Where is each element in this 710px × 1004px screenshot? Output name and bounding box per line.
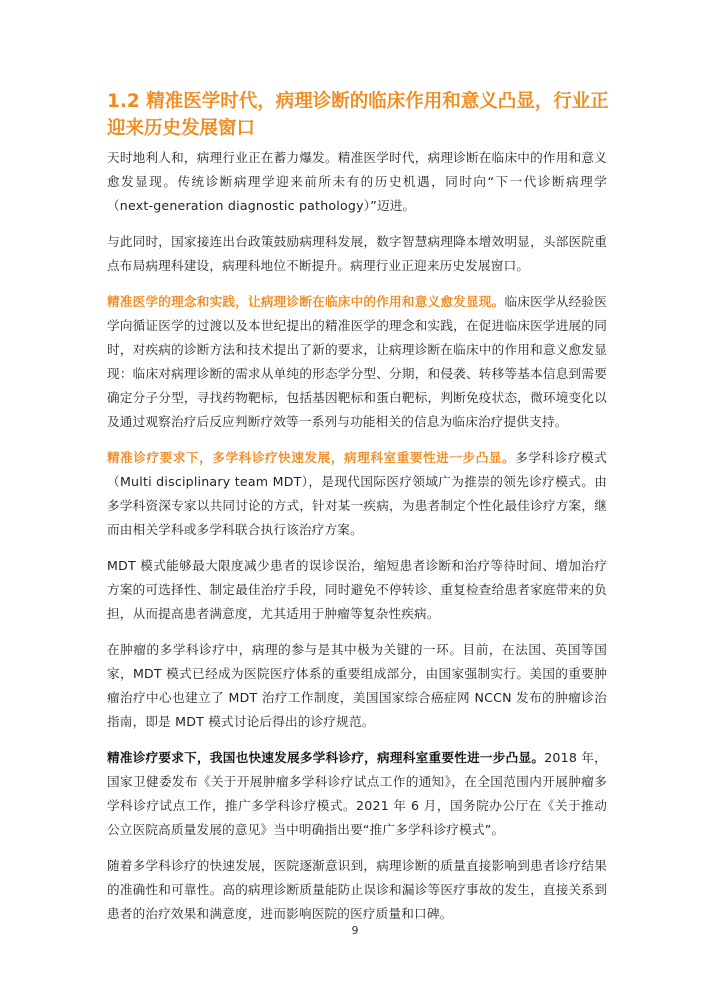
paragraph-4 [107, 446, 607, 542]
paragraph-1 [107, 146, 607, 218]
paragraph-7 [107, 746, 607, 842]
paragraph-2 [107, 230, 607, 278]
paragraph-5 [107, 554, 607, 626]
paragraph-text: 在肿瘤的多学科诊疗中，病理的参与是其中极为关键的一环。目前，在法国、英国等国家，MDT 模式已经成为医院医疗体系的重要组成部分，由国家强制实行。美国的重要肿瘤治疗中心也建立了 MDT 治疗工作制度，美国国家综合癌症网 NCCN 发布的肿瘤诊治指南，即是 MDT 模式讨论后得出的诊疗规范。 [107, 642, 607, 729]
paragraph-text: 2018 年，国家卫健委发布《关于开展肿瘤多学科诊疗试点工作的通知》，在全国范围内开展肿瘤多学科诊疗试点工作，推广多学科诊疗模式。2021 年 6 月，国务院办公厅在《关于推动公立医院高质量发展的意见》当中明确指出要“推广多学科诊疗模式”。 [107, 750, 607, 837]
paragraph-text: 随着多学科诊疗的快速发展，医院逐渐意识到，病理诊断的质量直接影响到患者诊疗结果的准确性和可靠性。高的病理诊断质量能防止误诊和漏诊等医疗事故的发生，直接关系到患者的治疗效果和满意度，进而影响医院的医疗质量和口碑。 [107, 858, 607, 921]
paragraph-text: 天时地利人和，病理行业正在蓄力爆发。精准医学时代，病理诊断在临床中的作用和意义愈发显现。传统诊断病理学迎来前所未有的历史机遇，同时向“下一代诊断病理学（next-generation diagnostic pathology）”迈进。 [107, 150, 607, 213]
section-heading: 1.2 精准医学时代，病理诊断的临床作用和意义凸显，行业正迎来历史发展窗口 [107, 91, 609, 139]
paragraph-text: 多学科诊疗模式（Multi disciplinary team MDT），是现代国际医疗领域广为推崇的领先诊疗模式。由多学科资深专家以共同讨论的方式，针对某一疾病，为患者制定个性化最佳诊疗方案，继而由相关学科或多学科联合执行该治疗方案。 [107, 450, 608, 537]
paragraph-lead: 精准诊疗要求下，我国也快速发展多学科诊疗，病理科室重要性进一步凸显。 [107, 750, 545, 765]
paragraph-3 [107, 290, 607, 434]
paragraph-lead: 精准医学的理念和实践，让病理诊断在临床中的作用和意义愈发显现。 [107, 294, 505, 309]
paragraph-text: MDT 模式能够最大限度减少患者的误诊误治，缩短患者诊断和治疗等待时间、增加治疗方案的可选择性、制定最佳治疗手段，同时避免不停转诊、重复检查给患者家庭带来的负担，从而提高患者满意度，尤其适用于肿瘤等复杂性疾病。 [107, 558, 607, 621]
paragraph-text: 临床医学从经验医学向循证医学的过渡以及本世纪提出的精准医学的理念和实践，在促进临床医学进展的同时，对疾病的诊断方法和技术提出了新的要求，让病理诊断在临床中的作用和意义愈发显现：临床对病理诊断的需求从单纯的形态学分型、分期，和侵袭、转移等基本信息到需要确定分子分型，寻找药物靶标，包括基因靶标和蛋白靶标，判断免疫状态，微环境变化以及通过观察治疗后反应判断疗效等一系列与功能相关的信息为临床治疗提供支持。 [107, 294, 607, 429]
body-text [107, 146, 607, 938]
paragraph-6 [107, 638, 607, 734]
paragraph-8 [107, 854, 607, 926]
paragraph-text: 与此同时，国家接连出台政策鼓励病理科发展，数字智慧病理降本增效明显，头部医院重点布局病理科建设，病理科地位不断提升。病理行业正迎来历史发展窗口。 [107, 234, 607, 273]
paragraph-lead: 精准诊疗要求下，多学科诊疗快速发展，病理科室重要性进一步凸显。 [107, 450, 516, 465]
page-number: 9 [351, 924, 359, 937]
